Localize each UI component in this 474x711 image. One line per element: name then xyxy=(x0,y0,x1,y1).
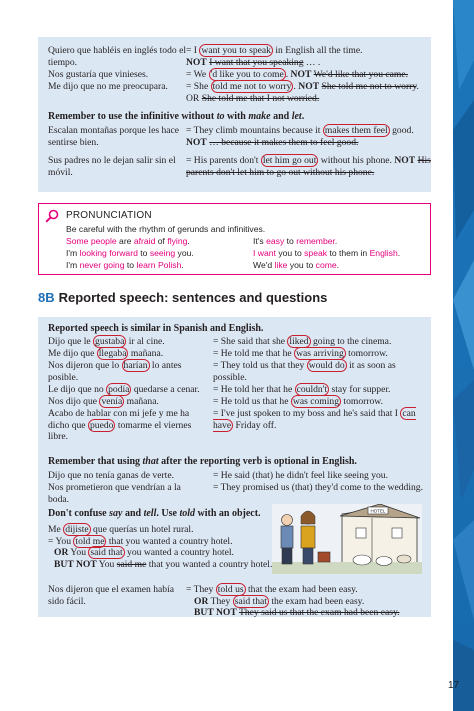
example-row xyxy=(48,155,431,191)
spanish-sentence: Me dijo que llegaba mañana. xyxy=(48,348,164,359)
pronunciation-line: I'm looking forward to seeing you. xyxy=(66,248,194,258)
example-row xyxy=(48,45,431,69)
english-sentence: = He said (that) he didn't feel like seeing you. xyxy=(213,470,388,481)
side-band-pattern xyxy=(453,0,474,711)
example-row xyxy=(48,348,431,360)
english-sentence: = I've just spoken to my boss and he's said that I can have Friday off. xyxy=(213,408,416,431)
english-sentence: = They promised us (that) they'd come to the wedding. xyxy=(213,482,423,493)
pronunciation-title: PRONUNCIATION xyxy=(66,210,152,221)
spanish-sentence: Acabo de hablar con mi jefe y me ha dicho que puedo tomarme el viernes libre. xyxy=(48,408,192,443)
say-tell-heading: Don't confuse say and tell. Use told with an object. xyxy=(48,508,261,519)
say-tell-example: Me dijiste que querías un hotel rural. = You told me that you wanted a country hotel. OR You said that you wanted a country hotel. BUT NOT You said me that you wanted a country hotel. xyxy=(48,524,273,570)
english-sentence: = His parents don't let him go out without his phone. NOT His parents don't let him to go out without his phone. xyxy=(186,155,431,178)
spanish-sentence: Nos dijo que venía mañana. xyxy=(48,396,159,407)
english-sentence: = She said that she liked going to the cinema. xyxy=(213,336,392,347)
pronunciation-line: I want you to speak to them in English. xyxy=(253,248,401,258)
spanish-sentence: Escalan montañas porque les hace sentirse bien. xyxy=(48,125,180,148)
english-sentence: = She told me not to worry . NOT She told me not to worry. OR She told me that I not worried. xyxy=(186,81,419,104)
infinitive-examples-box xyxy=(38,37,431,192)
spanish-sentence: Nos dijeron que lo harían lo antes posible. xyxy=(48,360,182,383)
section-heading: 8B Reported speech: sentences and questions xyxy=(38,290,328,305)
say-tell-example xyxy=(48,584,431,620)
pronunciation-intro: Be careful with the rhythm of gerunds and infinitives. xyxy=(66,224,266,234)
spanish-sentence: Dijo que no tenía ganas de verte. xyxy=(48,470,175,481)
spanish-sentence: Le dijo que no podía quedarse a cenar. xyxy=(48,384,200,395)
spanish-sentence: Nos prometieron que vendrían a la boda. xyxy=(48,482,181,505)
english-sentence: = He told us that he was coming tomorrow. xyxy=(213,396,384,407)
pronunciation-line: We'd like you to come. xyxy=(253,260,340,270)
infinitive-rule-heading: Remember to use the infinitive without to with make and let. xyxy=(48,111,305,122)
pronunciation-box xyxy=(38,203,431,275)
example-row xyxy=(48,408,431,456)
spanish-sentence: Nos dijeron que el examen había sido fácil. xyxy=(48,584,175,607)
hotel-sign: HOTEL xyxy=(370,508,386,514)
side-decoration-band xyxy=(453,0,474,711)
english-sentence: = I want you to speak in English all the time. NOT I want that you speaking … . xyxy=(186,45,363,68)
english-sentence: = They told us that they would do it as soon as possible. xyxy=(213,360,396,383)
pronunciation-line: I'm never going to learn Polish. xyxy=(66,260,184,270)
spanish-sentence: Me dijo que no me preocupara. xyxy=(48,81,168,92)
english-sentence: = He told me that he was arriving tomorrow. xyxy=(213,348,388,359)
example-row xyxy=(48,360,431,384)
spanish-sentence: Sus padres no le dejan salir sin el móvil. xyxy=(48,155,176,178)
example-row xyxy=(48,125,431,155)
english-sentence: = He told her that he couldn't stay for supper. xyxy=(213,384,391,395)
english-sentence: = They told us that the exam had been easy. OR They said that the exam had been easy. BUT NOT They said us that the exam had been easy. xyxy=(186,584,400,619)
example-row xyxy=(48,81,431,111)
magnifier-icon xyxy=(45,209,59,223)
pronunciation-line: Some people are afraid of flying. xyxy=(66,236,190,246)
that-optional-heading: Remember that using that after the reporting verb is optional in English. xyxy=(48,456,357,467)
page-number: 17 xyxy=(448,680,460,691)
reported-speech-heading: Reported speech is similar in Spanish and English. xyxy=(48,323,264,334)
hotel-cartoon-illustration xyxy=(272,504,422,574)
english-sentence: = We 'd like you to come . NOT We'd like that you came. xyxy=(186,69,409,80)
pronunciation-line: It's easy to remember. xyxy=(253,236,338,246)
spanish-sentence: Dijo que le gustaba ir al cine. xyxy=(48,336,165,347)
example-row xyxy=(48,396,431,408)
example-row xyxy=(48,470,431,482)
spanish-sentence: Nos gustaría que vinieses. xyxy=(48,69,149,80)
english-sentence: = They climb mountains because it makes them feel good. NOT … because it makes them to feel good. xyxy=(186,125,414,148)
spanish-sentence: Quiero que habléis en inglés todo el tiempo. xyxy=(48,45,187,68)
